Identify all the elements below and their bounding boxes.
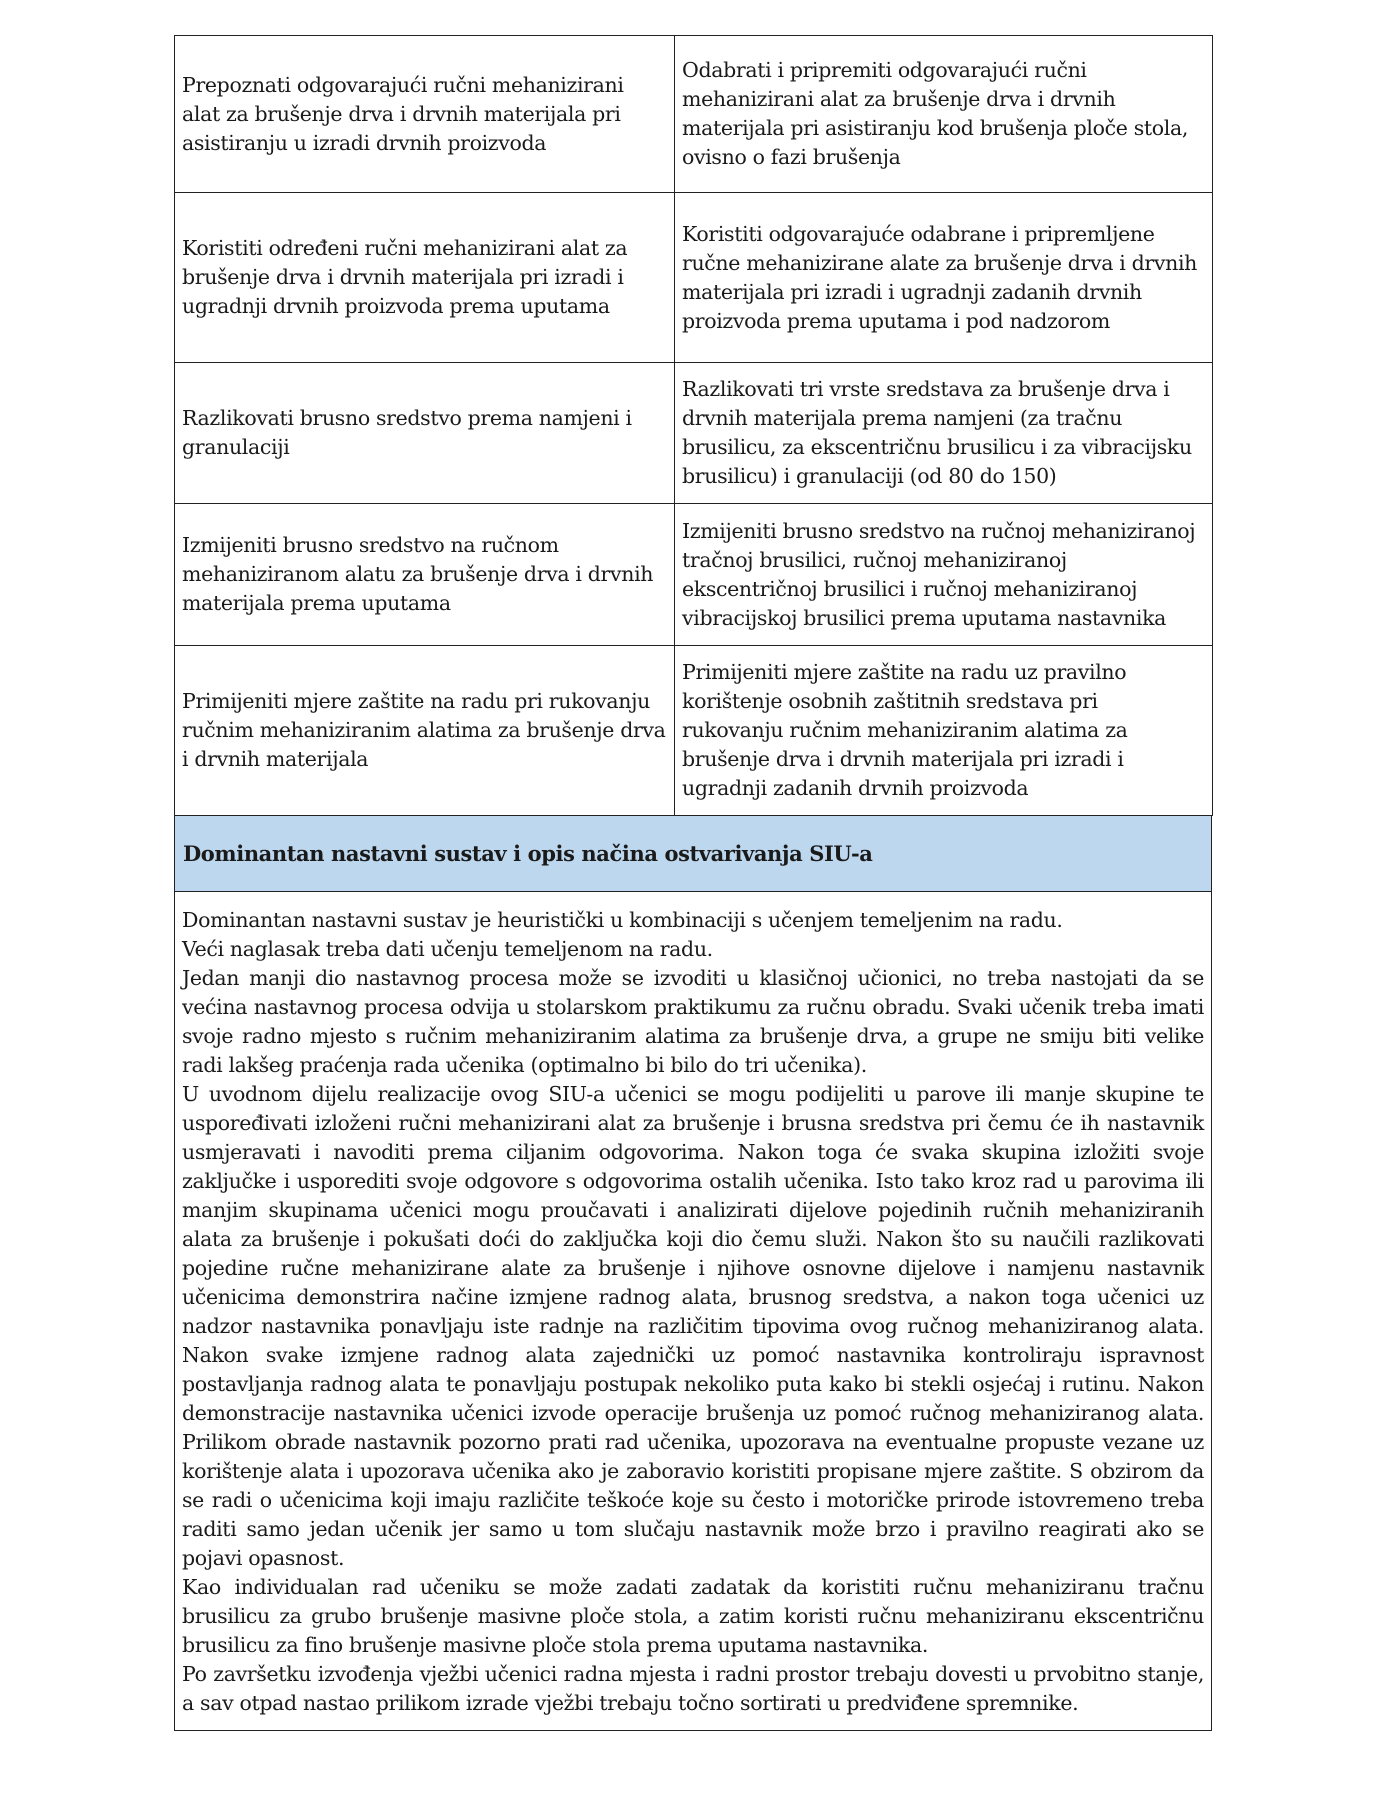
section-body — [174, 892, 1212, 1731]
learning-outcomes-table — [174, 35, 1213, 816]
body-paragraph: Dominantan nastavni sustav je heuristički u kombinaciji s učenjem temeljenim na radu. — [182, 908, 1063, 932]
outcome-elaboration-cell: Primijeniti mjere zaštite na radu uz pravilno korištenje osobnih zaštitnih sredstava pri rukovanju ručnim mehaniziranim alatima za brušenje drva i drvnih materijala pri izradi i ugradnji zadanih drvnih proizvoda — [675, 646, 1213, 816]
body-paragraph: Po završetku izvođenja vježbi učenici radna mjesta i radni prostor trebaju dovesti u prvobitno stanje, a sav otpad nastao prilikom izrade vježbi trebaju točno sortirati u predviđene spremnike. — [182, 1662, 1204, 1715]
section-heading: Dominantan nastavni sustav i opis načina ostvarivanja SIU-a — [174, 816, 1212, 892]
outcome-cell: Primijeniti mjere zaštite na radu pri rukovanju ručnim mehaniziranim alatima za brušenje drva i drvnih materijala — [175, 646, 675, 816]
body-paragraph: Jedan manji dio nastavnog procesa može se izvoditi u klasičnoj učionici, no treba nastojati da se većina nastavnog procesa odvija u stolarskom praktikumu za ručnu obradu. Svaki učenik treba imati svoje radno mjesto s ručnim mehaniziranim alatima za brušenje drva, a grupe ne smiju biti velike radi lakšeg praćenja rada učenika (optimalno bi bilo do tri učenika). — [182, 966, 1204, 1077]
document-page — [174, 35, 1212, 1731]
body-paragraph: Veći naglasak treba dati učenju temeljenom na radu. — [182, 937, 713, 961]
table-row — [175, 646, 1213, 816]
outcome-elaboration-cell: Izmijeniti brusno sredstvo na ručnoj mehaniziranoj tračnoj brusilici, ručnoj mehaniziranoj ekscentričnoj brusilici i ručnoj mehaniziranoj vibracijskoj brusilici prema uputama nastavnika — [675, 504, 1213, 646]
table-row — [175, 36, 1213, 193]
outcome-cell: Prepoznati odgovarajući ručni mehanizirani alat za brušenje drva i drvnih materijala pri asistiranju u izradi drvnih proizvoda — [175, 36, 675, 193]
outcome-elaboration-cell: Koristiti odgovarajuće odabrane i pripremljene ručne mehanizirane alate za brušenje drva i drvnih materijala pri izradi i ugradnji zadanih drvnih proizvoda prema uputama i pod nadzorom — [675, 193, 1213, 363]
outcome-cell: Razlikovati brusno sredstvo prema namjeni i granulaciji — [175, 363, 675, 504]
table-row — [175, 504, 1213, 646]
outcome-elaboration-cell: Razlikovati tri vrste sredstava za brušenje drva i drvnih materijala prema namjeni (za tračnu brusilicu, za ekscentričnu brusilicu i za vibracijsku brusilicu) i granulaciji (od 80 do 150) — [675, 363, 1213, 504]
outcome-elaboration-cell: Odabrati i pripremiti odgovarajući ručni mehanizirani alat za brušenje drva i drvnih materijala pri asistiranju kod brušenja ploče stola, ovisno o fazi brušenja — [675, 36, 1213, 193]
body-paragraph: Kao individualan rad učeniku se može zadati zadatak da koristiti ručnu mehaniziranu tračnu brusilicu za grubo brušenje masivne ploče stola, a zatim koristi ručnu mehaniziranu ekscentričnu brusilicu za fino brušenje masivne ploče stola prema uputama nastavnika. — [182, 1575, 1204, 1657]
table-row — [175, 363, 1213, 504]
outcome-cell: Izmijeniti brusno sredstvo na ručnom mehaniziranom alatu za brušenje drva i drvnih materijala prema uputama — [175, 504, 675, 646]
table-row — [175, 193, 1213, 363]
body-paragraph: U uvodnom dijelu realizacije ovog SIU-a učenici se mogu podijeliti u parove ili manje skupine te uspoređivati izloženi ručni mehanizirani alat za brušenje i brusna sredstva pri čemu će ih nastavnik usmjeravati i navoditi prema ciljanim odgovorima. Nakon toga će svaka skupina izložiti svoje zaključke i usporediti svoje odgovore s odgovorima ostalih učenika. Isto tako kroz rad u parovima ili manjim skupinama učenici mogu proučavati i analizirati dijelove pojedinih ručnih mehaniziranih alata za brušenje i pokušati doći do zaključka koji dio čemu služi. Nakon što su naučili razlikovati pojedine ručne mehanizirane alate za brušenje i njihove osnovne dijelove i namjenu nastavnik učenicima demonstrira načine izmjene radnog alata, brusnog sredstva, a nakon toga učenici uz nadzor nastavnika ponavljaju iste radnje na različitim tipovima ovog ručnog mehaniziranog alata. Nakon svake izmjene radnog alata zajednički uz pomoć nastavnika kontroliraju ispravnost postavljanja radnog alata te ponavljaju postupak nekoliko puta kako bi stekli osjećaj i rutinu. Nakon demonstracije nastavnika učenici izvode operacije brušenja uz pomoć ručnog mehaniziranog alata. Prilikom obrade nastavnik pozorno prati rad učenika, upozorava na eventualne propuste vezane uz korištenje alata i upozorava učenika ako je zaboravio koristiti propisane mjere zaštite. S obzirom da se radi o učenicima koji imaju različite teškoće koje su često i motoričke prirode istovremeno treba raditi samo jedan učenik jer samo u tom slučaju nastavnik može brzo i pravilno reagirati ako se pojavi opasnost. — [182, 1082, 1204, 1570]
outcome-cell: Koristiti određeni ručni mehanizirani alat za brušenje drva i drvnih materijala pri izradi i ugradnji drvnih proizvoda prema uputama — [175, 193, 675, 363]
